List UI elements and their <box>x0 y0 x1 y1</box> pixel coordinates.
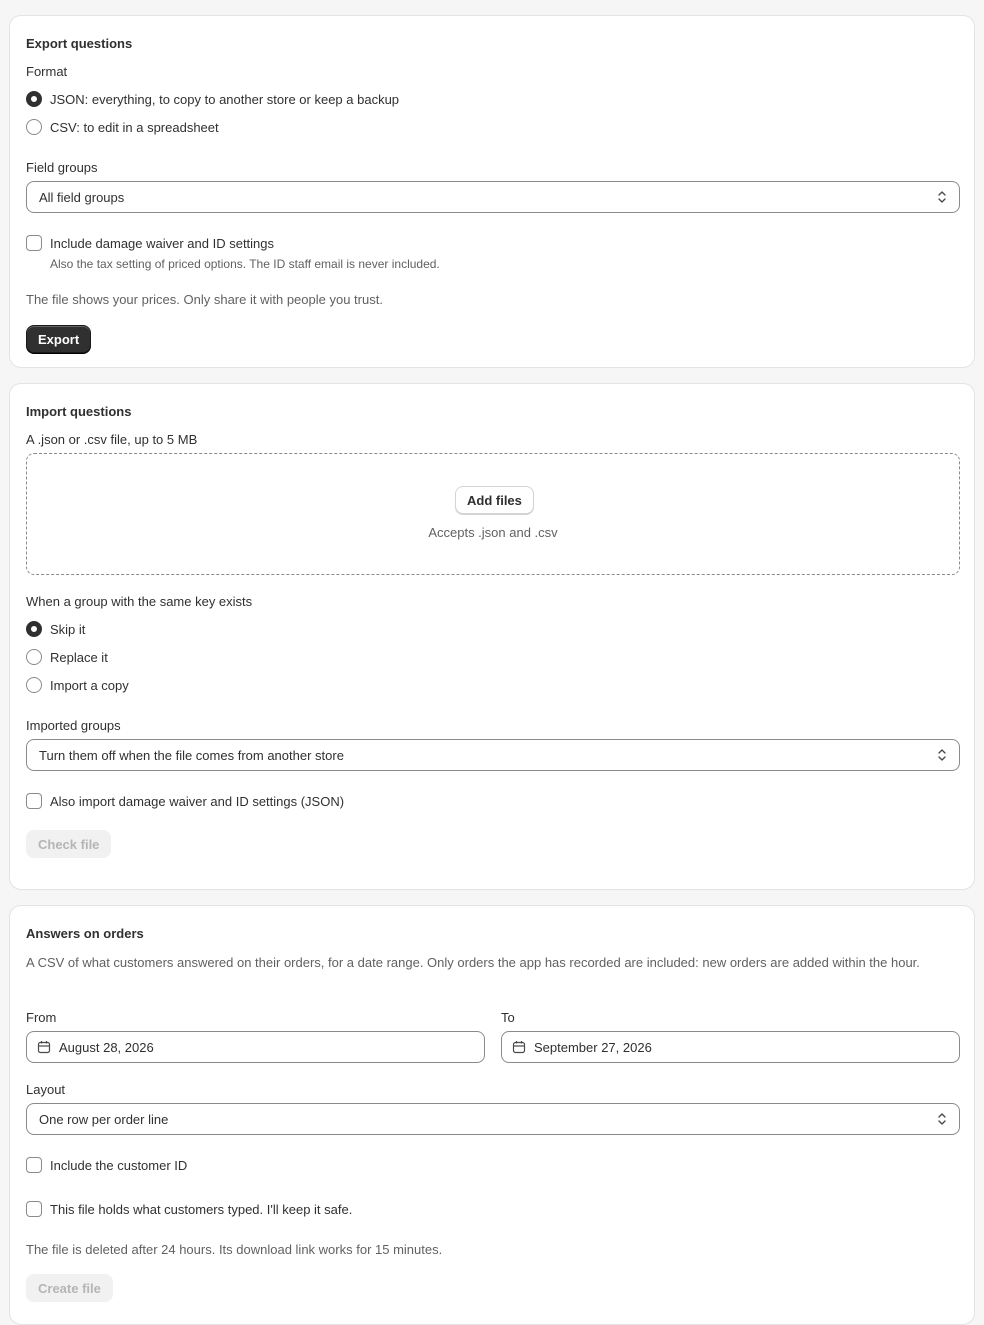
format-json-radio[interactable] <box>26 91 42 107</box>
retention-note: The file is deleted after 24 hours. Its download link works for 15 minutes. <box>26 1242 443 1257</box>
to-date-field[interactable] <box>501 1031 960 1063</box>
format-option-csv[interactable] <box>26 119 219 135</box>
format-csv-label: CSV: to edit in a spreadsheet <box>50 119 219 135</box>
also-import-label: Also import damage waiver and ID settings (JSON) <box>50 793 345 809</box>
include-settings-label: Include damage waiver and ID settings <box>50 235 275 251</box>
to-label: To <box>501 1010 515 1025</box>
format-option-json[interactable] <box>26 91 399 107</box>
include-settings-checkbox-row[interactable] <box>26 235 274 251</box>
file-dropzone[interactable] <box>26 453 960 575</box>
include-settings-help: Also the tax setting of priced options. The ID staff email is never included. <box>50 257 440 271</box>
format-csv-radio[interactable] <box>26 119 42 135</box>
conflict-label: When a group with the same key exists <box>26 594 253 609</box>
calendar-icon <box>37 1040 51 1054</box>
field-groups-label: Field groups <box>26 160 98 175</box>
create-file-button[interactable]: Create file <box>26 1274 113 1302</box>
conflict-option-skip[interactable] <box>26 621 85 637</box>
export-card <box>9 15 975 368</box>
consent-label: This file holds what customers typed. I'll keep it safe. <box>50 1201 353 1217</box>
answers-description: A CSV of what customers answered on their orders, for a date range. Only orders the app has recorded are included: new orders are added within the hour. <box>26 955 920 970</box>
format-json-label: JSON: everything, to copy to another store or keep a backup <box>50 91 400 107</box>
layout-label: Layout <box>26 1082 66 1097</box>
copy-radio[interactable] <box>26 677 42 693</box>
customer-id-checkbox-row[interactable] <box>26 1157 187 1173</box>
chevron-up-down-icon <box>937 1112 947 1126</box>
export-title: Export questions <box>26 36 133 51</box>
also-import-checkbox[interactable] <box>26 793 42 809</box>
import-card <box>9 383 975 890</box>
chevron-up-down-icon <box>937 190 947 204</box>
consent-checkbox[interactable] <box>26 1201 42 1217</box>
imported-groups-select[interactable] <box>26 739 960 771</box>
skip-label: Skip it <box>50 621 86 637</box>
consent-checkbox-row[interactable] <box>26 1201 352 1217</box>
imported-groups-value: Turn them off when the file comes from another store <box>39 747 344 763</box>
conflict-option-copy[interactable] <box>26 677 129 693</box>
include-settings-checkbox[interactable] <box>26 235 42 251</box>
replace-label: Replace it <box>50 649 108 665</box>
field-groups-select[interactable] <box>26 181 960 213</box>
layout-select[interactable] <box>26 1103 960 1135</box>
import-title: Import questions <box>26 404 132 419</box>
field-groups-value: All field groups <box>39 189 125 205</box>
to-date-value: September 27, 2026 <box>534 1039 652 1055</box>
customer-id-label: Include the customer ID <box>50 1157 188 1173</box>
copy-label: Import a copy <box>50 677 129 693</box>
export-warning: The file shows your prices. Only share it with people you trust. <box>26 292 383 307</box>
layout-value: One row per order line <box>39 1111 169 1127</box>
conflict-option-replace[interactable] <box>26 649 108 665</box>
format-label: Format <box>26 64 68 79</box>
skip-radio[interactable] <box>26 621 42 637</box>
from-date-field[interactable] <box>26 1031 485 1063</box>
customer-id-checkbox[interactable] <box>26 1157 42 1173</box>
imported-groups-label: Imported groups <box>26 718 121 733</box>
from-date-value: August 28, 2026 <box>59 1039 154 1055</box>
add-files-button[interactable]: Add files <box>455 486 534 514</box>
export-button[interactable]: Export <box>26 325 91 353</box>
accepts-hint: Accepts .json and .csv <box>428 525 558 540</box>
replace-radio[interactable] <box>26 649 42 665</box>
check-file-button[interactable]: Check file <box>26 830 111 858</box>
answers-card <box>9 905 975 1325</box>
calendar-icon <box>512 1040 526 1054</box>
file-label: A .json or .csv file, up to 5 MB <box>26 432 198 447</box>
answers-title: Answers on orders <box>26 926 144 941</box>
from-label: From <box>26 1010 57 1025</box>
also-import-checkbox-row[interactable] <box>26 793 344 809</box>
chevron-up-down-icon <box>937 748 947 762</box>
